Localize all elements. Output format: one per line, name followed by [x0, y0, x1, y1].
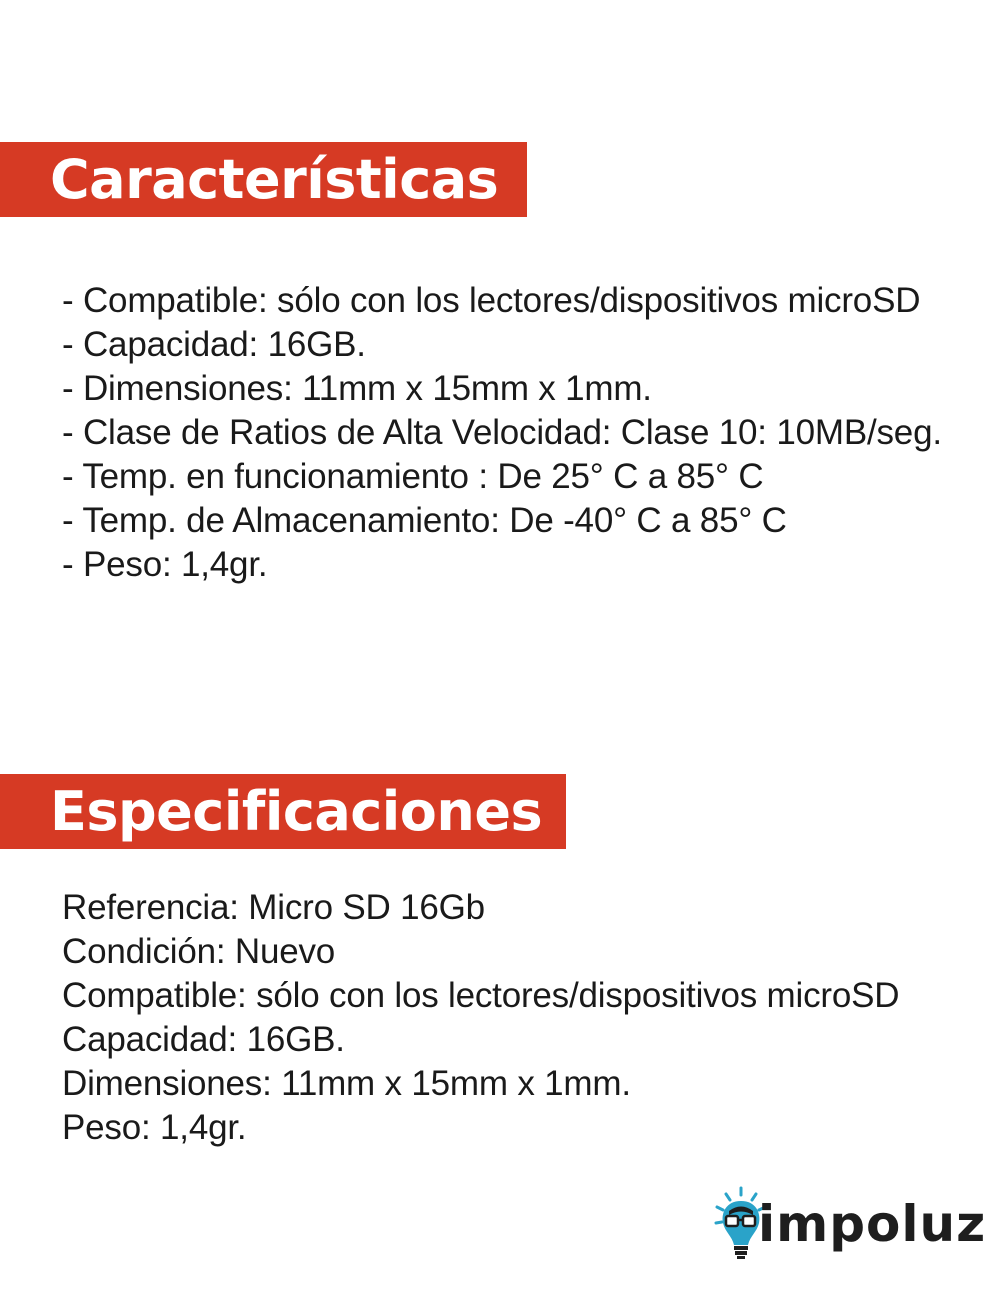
brand-name: impoluz: [758, 1195, 987, 1253]
brand-logo: [712, 1185, 987, 1265]
list-item: - Compatible: sólo con los lectores/dispositivos microSD: [62, 281, 921, 320]
list-item: Condición: Nuevo: [62, 932, 336, 971]
list-item: Referencia: Micro SD 16Gb: [62, 888, 485, 927]
list-item: - Peso: 1,4gr.: [62, 545, 268, 584]
list-item: - Dimensiones: 11mm x 15mm x 1mm.: [62, 369, 652, 408]
especificaciones-title: Especificaciones: [50, 780, 543, 843]
list-item: Capacidad: 16GB.: [62, 1020, 345, 1059]
especificaciones-list: [62, 886, 942, 1150]
especificaciones-heading: [0, 774, 566, 849]
list-item: - Capacidad: 16GB.: [62, 325, 366, 364]
list-item: - Temp. en funcionamiento : De 25° C a 85° C: [62, 457, 764, 496]
list-item: Compatible: sólo con los lectores/dispositivos microSD: [62, 976, 900, 1015]
list-item: Dimensiones: 11mm x 15mm x 1mm.: [62, 1064, 631, 1103]
caracteristicas-title: Características: [50, 148, 499, 211]
caracteristicas-heading: [0, 142, 527, 217]
caracteristicas-list: [62, 279, 962, 587]
list-item: Peso: 1,4gr.: [62, 1108, 247, 1147]
list-item: - Temp. de Almacenamiento: De -40° C a 85° C: [62, 501, 787, 540]
list-item: - Clase de Ratios de Alta Velocidad: Clase 10: 10MB/seg.: [62, 413, 942, 452]
